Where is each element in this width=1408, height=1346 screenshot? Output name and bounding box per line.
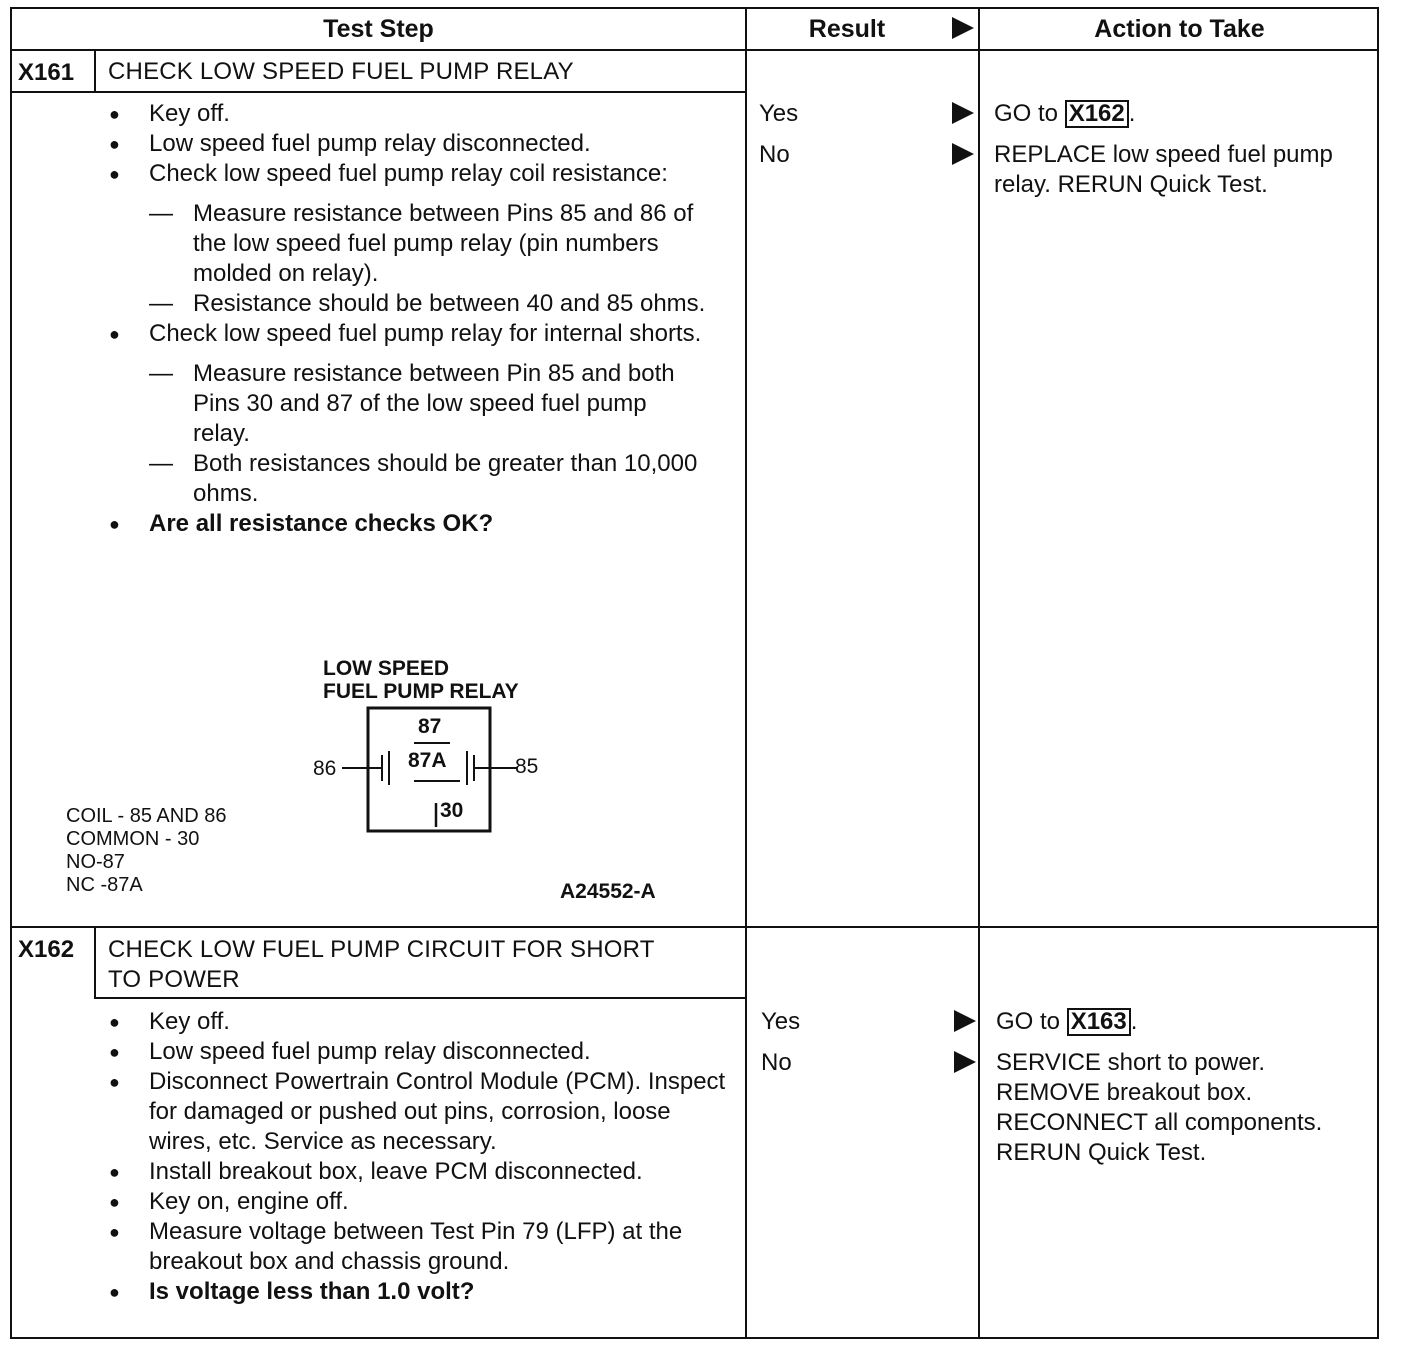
result-arrow-icon [954,1010,976,1032]
instruction-item: ● Disconnect Powertrain Control Module (PCM). Inspect for damaged or pushed out pins, corrosion, loose wires, etc. Service as necessary. [109,1067,729,1157]
step-instructions [109,1007,729,1307]
instruction-item: ● Low speed fuel pump relay disconnected. [109,129,709,159]
legend-line: NO-87 [66,851,125,873]
instruction-item: ● Low speed fuel pump relay disconnected. [109,1037,729,1067]
action-suffix: . [1130,1008,1138,1035]
x162-title-divider [94,997,745,999]
result-yes: Yes [761,1008,801,1035]
instruction-subitem [109,199,709,289]
pin-label-86: 86 [313,757,337,780]
step-number: X161 [18,59,75,86]
diagram-title-line: FUEL PUMP RELAY [323,680,519,703]
result-yes: Yes [759,100,799,127]
step-title [108,935,655,995]
section-divider [12,926,1379,928]
pin-label-30: 30 [440,799,464,822]
x161-number-divider [94,49,96,91]
header-action: Action to Take [1094,15,1265,43]
step-reference-link[interactable]: X163 [1067,1008,1131,1036]
step-reference-link[interactable]: X162 [1065,100,1129,128]
instruction-item: ● Key off. [109,1007,729,1037]
header-test-step: Test Step [323,15,434,43]
instruction-item: ● Measure voltage between Test Pin 79 (LFP) at the breakout box and chassis ground. [109,1217,729,1277]
diagram-legend [66,805,226,897]
x161-title-divider [12,91,745,93]
action-replace: REPLACE low speed fuel pump relay. RERUN Quick Test. [994,141,1333,198]
instruction-item: ● Install breakout box, leave PCM disconnected. [109,1157,729,1187]
action-go-to [996,1007,1137,1037]
action-go-to [994,99,1135,129]
result-no: No [761,1049,792,1076]
instruction-subitem-text: Both resistances should be greater than 10,000 ohms. [193,450,698,507]
instruction-subitem [109,359,709,449]
diagram-title-line: LOW SPEED [323,657,450,680]
dash-icon: — [149,360,173,387]
action-suffix: . [1128,100,1136,127]
instruction-subitem [109,449,709,509]
result-no: No [759,141,790,168]
result-arrow-icon [954,1051,976,1073]
instruction-subitem-text: Resistance should be between 40 and 85 ohms. [193,290,706,317]
dash-icon: — [149,450,173,477]
instruction-item: ● Key on, engine off. [109,1187,729,1217]
instruction-item: ● Key off. [109,99,709,129]
result-arrow-icon [952,102,974,124]
result-arrow-icon [952,143,974,165]
header-arrow-icon [952,17,974,39]
instruction-question: ● Are all resistance checks OK? [109,509,709,539]
dash-icon: — [149,290,173,317]
instruction-question: ● Is voltage less than 1.0 volt? [109,1277,729,1307]
column-divider-action [978,9,980,1337]
instruction-item: ● Check low speed fuel pump relay for internal shorts. [109,319,709,349]
instruction-subitem-text: Measure resistance between Pins 85 and 86 of the low speed fuel pump relay (pin numbers molded on relay). [193,200,694,287]
step-title-line: TO POWER [108,966,240,993]
header-result: Result [808,15,886,43]
instruction-subitem-text: Measure resistance between Pin 85 and both Pins 30 and 87 of the low speed fuel pump relay. [193,360,675,447]
dash-icon: — [149,200,173,227]
step-title-line: CHECK LOW FUEL PUMP CIRCUIT FOR SHORT [108,936,655,963]
test-step-table [10,7,1379,1339]
pin-label-85: 85 [515,755,539,778]
column-divider-result [745,9,747,1337]
instruction-subitem [109,289,709,319]
x162-number-divider [94,926,96,997]
action-prefix: GO to [996,1008,1067,1035]
action-service: SERVICE short to power. REMOVE breakout box. RECONNECT all components. RERUN Quick Test. [996,1049,1323,1166]
diagram-title [323,657,519,703]
pin-label-87a: 87A [408,749,447,772]
figure-id: A24552-A [560,880,656,903]
step-title: CHECK LOW SPEED FUEL PUMP RELAY [108,58,574,85]
pin-label-87: 87 [418,715,442,738]
legend-line: NC -87A [66,874,143,896]
action-prefix: GO to [994,100,1065,127]
step-number: X162 [18,936,75,963]
legend-line: COIL - 85 AND 86 [66,805,227,827]
header-divider [12,49,1379,51]
legend-line: COMMON - 30 [66,828,200,850]
step-instructions [109,99,709,539]
instruction-item: ● Check low speed fuel pump relay coil resistance: [109,159,709,189]
